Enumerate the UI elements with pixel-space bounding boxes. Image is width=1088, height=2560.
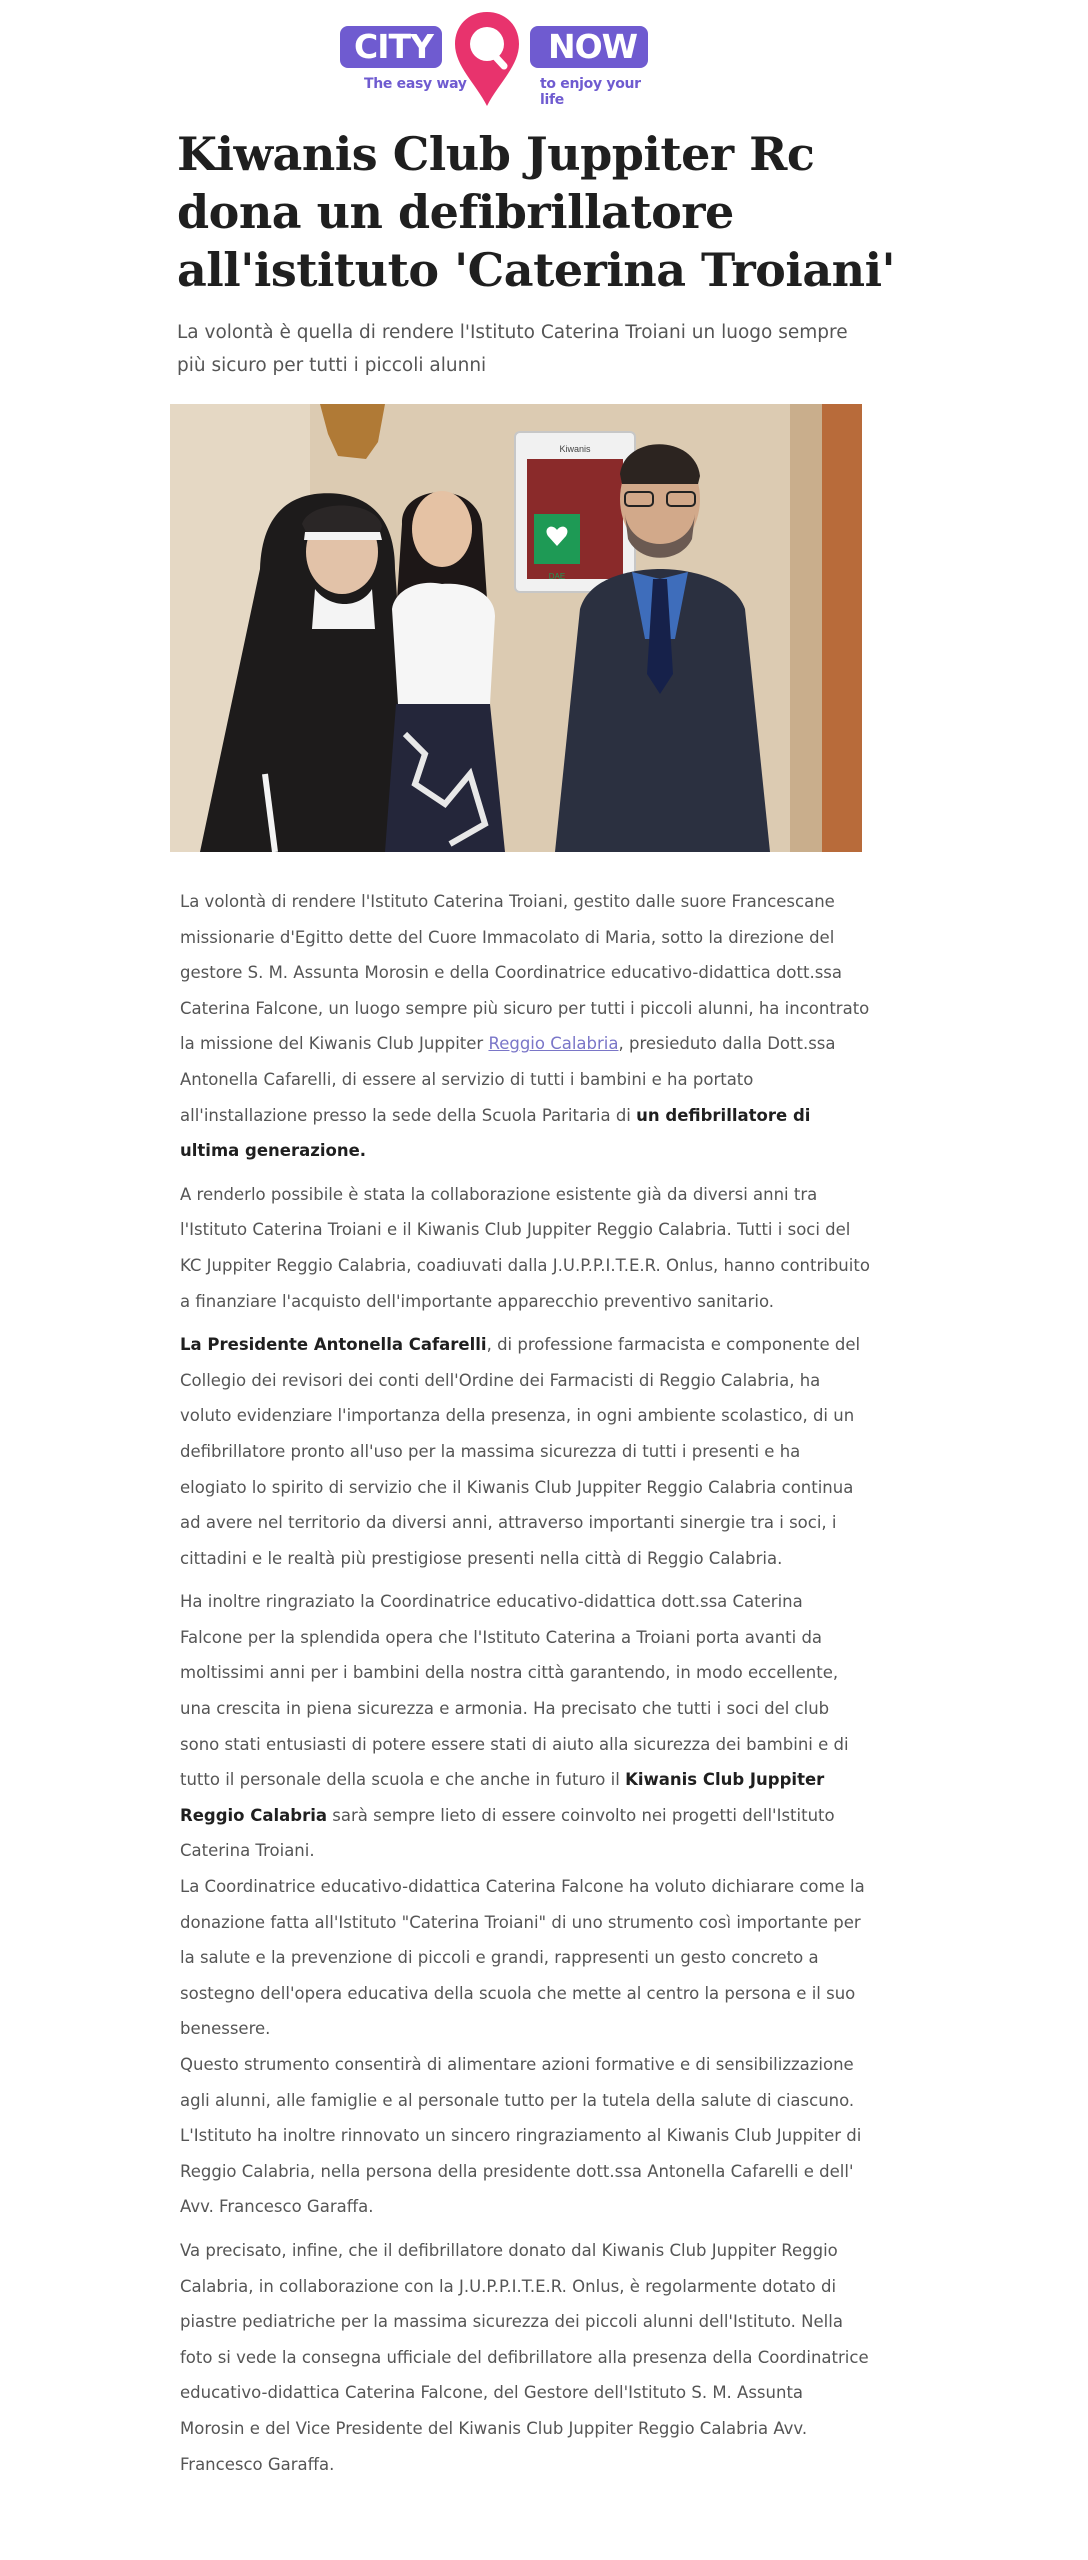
aed-box-label: Kiwanis: [559, 444, 591, 454]
article-title: Kiwanis Club Juppiter Rc dona un defibrillatore all'istituto 'Caterina Troiani': [177, 127, 896, 297]
site-logo[interactable]: [340, 8, 660, 108]
article-photo: [170, 404, 862, 852]
paragraph: Ha inoltre ringraziato la Coordinatrice educativo-didattica dott.ssa Caterina Falcone per la splendida opera che l'Istituto Caterina a Troiani porta avanti da moltissimi anni per i bambini della nostra città garantendo, in modo eccellente, una crescita in piena sicurezza e armonia. Ha precisato che tutti i soci del club sono stati entusiasti di potere essere stati di aiuto alla sicurezza dei bambini e di tutto il personale della scuola e che anche in futuro il Kiwanis Club Juppiter Reggio Calabria sarà sempre lieto di essere coinvolto nei progetti dell'Istituto Caterina Troiani.: [180, 1592, 849, 1861]
article-subtitle: La volontà è quella di rendere l'Istituto Caterina Troiani un luogo sempre più sicuro per tutti i piccoli alunni: [177, 322, 848, 376]
logo-word-now: NOW: [530, 26, 648, 68]
paragraph: La Presidente Antonella Cafarelli, di professione farmacista e componente del Collegio dei revisori dei conti dell'Ordine dei Farmacisti di Reggio Calabria, ha voluto evidenziare l'importanza della presenza, in ogni ambiente scolastico, di un defibrillatore pronto all'uso per la massima sicurezza di tutti i presenti e ha elogiato lo spirito di servizio che il Kiwanis Club Juppiter Reggio Calabria continua ad avere nel territorio da diversi anni, attraverso importanti sinergie tra i soci, i cittadini e le realtà più prestigiose presenti nella città di Reggio Calabria.: [180, 1335, 861, 1568]
paragraph: Va precisato, infine, che il defibrillatore donato dal Kiwanis Club Juppiter Reggio Calabria, in collaborazione con la J.U.P.P.I.T.E.R. Onlus, è regolarmente dotato di piastre pediatriche per la massima sicurezza dei piccoli alunni dell'Istituto. Nella foto si vede la consegna ufficiale del defibrillatore alla presenza della Coordinatrice educativo-didattica Caterina Falcone, del Gestore dell'Istituto S. M. Assunta Morosin e del Vice Presidente del Kiwanis Club Juppiter Reggio Calabria Avv. Francesco Garaffa.: [180, 2240, 869, 2474]
aed-sign-label: DAE: [548, 572, 566, 581]
aed-cabinet: [515, 432, 635, 592]
paragraph: La volontà di rendere l'Istituto Caterina Troiani, gestito dalle suore Francescane missionarie d'Egitto dette del Cuore Immacolato di Maria, sotto la direzione del gestore S. M. Assunta Morosin e della Coordinatrice educativo-didattica dott.ssa Caterina Falcone, un luogo sempre più sicuro per tutti i piccoli alunni, ha incontrato la missione del Kiwanis Club Juppiter Reggio Calabria, presieduto dalla Dott.ssa Antonella Cafarelli, di essere al servizio di tutti i bambini e ha portato all'installazione presso la sede della Scuola Paritaria di un defibrillatore di ultima generazione.: [180, 892, 870, 1161]
logo-tagline-right: to enjoy your life: [540, 76, 641, 108]
paragraph: La Coordinatrice educativo-didattica Caterina Falcone ha voluto dichiarare come la donazione fatta all'Istituto "Caterina Troiani" di uno strumento così importante per la salute e la prevenzione di piccoli e grandi, rappresenti un gesto concreto a sostegno dell'opera educativa della scuola che mette al centro la persona e il suo benessere.: [180, 1877, 865, 2039]
paragraph: Questo strumento consentirà di alimentare azioni formative e di sensibilizzazione agli alunni, alle famiglie e al personale tutto per la tutela della salute di ciascuno.: [180, 2055, 855, 2110]
logo-word-city: CITY: [340, 26, 442, 68]
article-body: [180, 884, 870, 2490]
map-pin-icon: [452, 10, 522, 108]
paragraph: A renderlo possibile è stata la collaborazione esistente già da diversi anni tra l'Istituto Caterina Troiani e il Kiwanis Club Juppiter Reggio Calabria. Tutti i soci del KC Juppiter Reggio Calabria, coadiuvati dalla J.U.P.P.I.T.E.R. Onlus, hanno contribuito a finanziare l'acquisto dell'importante apparecchio preventivo sanitario.: [180, 1184, 870, 1311]
logo-tagline-left: The easy way: [364, 76, 467, 92]
paragraph: L'Istituto ha inoltre rinnovato un sincero ringraziamento al Kiwanis Club Juppiter di Reggio Calabria, nella persona della presidente dott.ssa Antonella Cafarelli e dell' Avv. Francesco Garaffa.: [180, 2126, 862, 2217]
reggio-calabria-link[interactable]: Reggio Calabria: [488, 1034, 619, 1054]
